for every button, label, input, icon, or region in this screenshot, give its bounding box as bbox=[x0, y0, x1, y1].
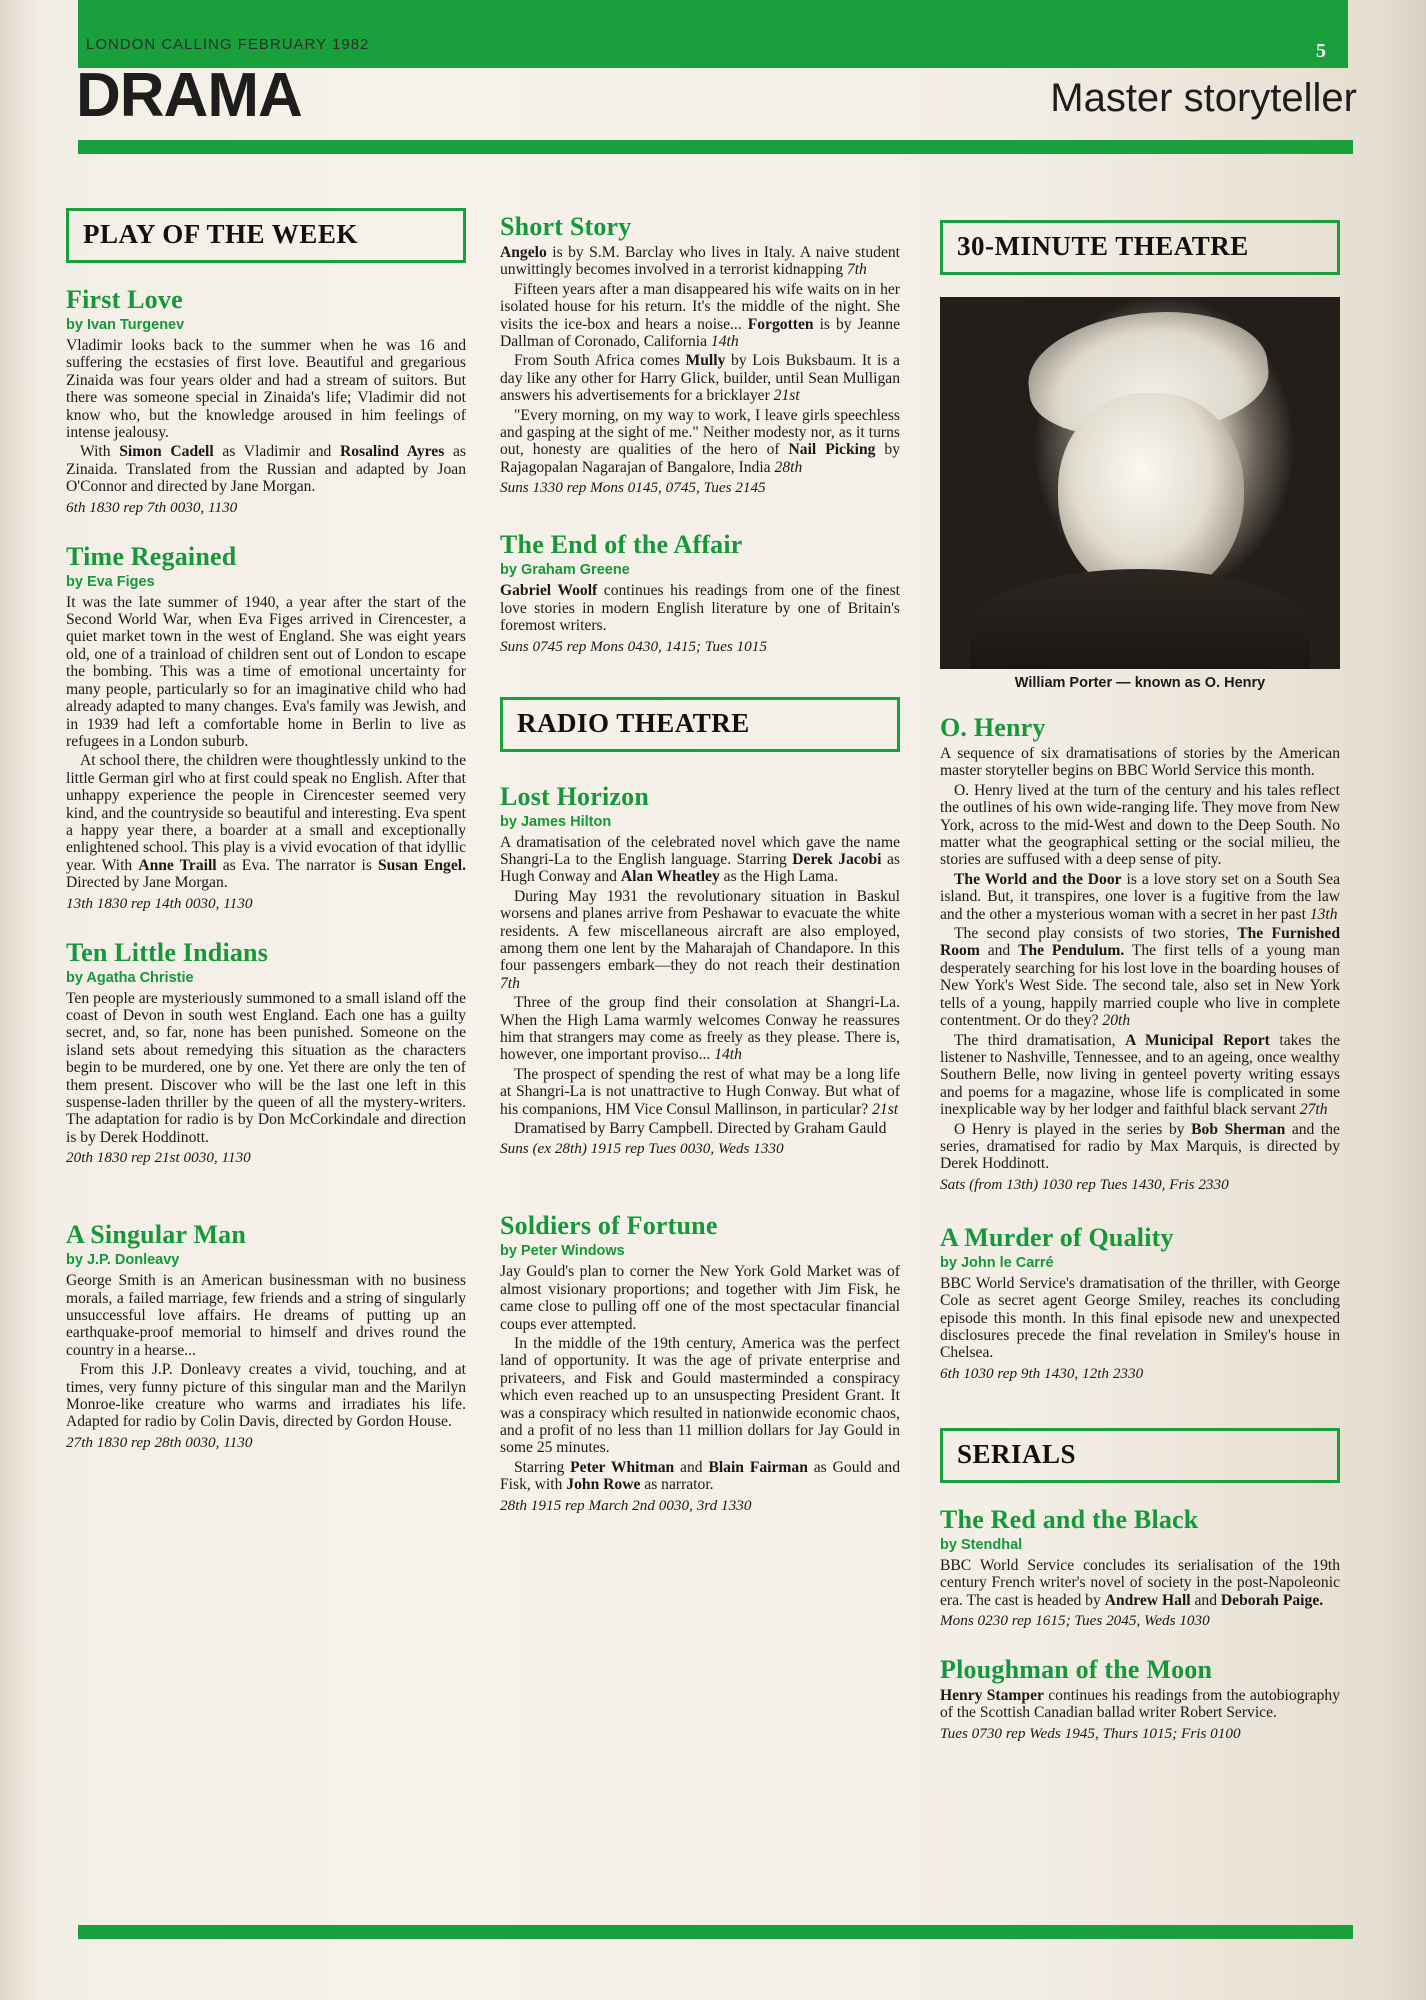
section-box-label: 30-MINUTE THEATRE bbox=[957, 231, 1249, 261]
article-title: O. Henry bbox=[940, 713, 1046, 742]
article-soldiers-of-fortune bbox=[500, 1211, 900, 1513]
broadcast-times: 13th 1830 rep 14th 0030, 1130 bbox=[66, 894, 253, 912]
article-paragraph: From this J.P. Donleavy creates a vivid, touching, and at times, very funny picture of this singular man and the Marilyn Monroe-like creature who warms and irradiates his life. Adapted for radio by Colin Davis, directed by Gordon House. bbox=[66, 1361, 466, 1431]
article-paragraph: George Smith is an American businessman with no business morals, a failed marriage, few friends and a string of singularly unsuccessful love affairs. He dreams of putting up an earthquake-proof memorial to himself and drives round the country in a hearse... bbox=[66, 1272, 466, 1359]
article-paragraph: Fifteen years after a man disappeared his wife waits on in her isolated house for his return. It's the middle of the night. She visits the ice-box and hears a noise... Forgotten is by Jeanne Dallman of Coronado, California 14th bbox=[500, 280, 900, 351]
article-paragraph: BBC World Service's dramatisation of the thriller, with George Cole as secret agent George Smiley, reaches its concluding episode this month. In this final episode new and unexpected disclosures precede the final revelation in Smiley's house in Chelsea. bbox=[940, 1274, 1340, 1362]
article-time-regained bbox=[66, 542, 466, 912]
article-paragraph: With Simon Cadell as Vladimir and Rosalind Ayres as Zinaida. Translated from the Russian and adapted by Joan O'Connor and directed by Jane Morgan. bbox=[66, 443, 466, 496]
article-paragraph: Vladimir looks back to the summer when he was 16 and suffering the ecstasies of first love. Beautiful and gregarious Zinaida was four years older and had a stream of suitors. But there was someone special in Zinaida's life; Vladimir did not know who, but the knowledge aroused in him feelings of intense jealousy. bbox=[66, 337, 466, 442]
article-title: A Singular Man bbox=[66, 1220, 247, 1250]
column-three bbox=[940, 220, 1340, 1768]
article-paragraph: BBC World Service concludes its serialisation of the 19th century French writer's novel of society in the post-Napoleonic era. The cast is headed by Andrew Hall and Deborah Paige. bbox=[940, 1556, 1340, 1609]
article-paragraph: O. Henry lived at the turn of the century and his tales reflect the outlines of his own wide-ranging life. They move from New York, across to the mid-West and down to the Deep South. No matter what the geographical setting or the social milieu, the stories are suffused with a deep sense of pity. bbox=[940, 781, 1340, 869]
article-paragraph: Jay Gould's plan to corner the New York Gold Market was of almost visionary proportions; and together with Jim Fisk, he came close to pulling off one of the most spectacular financial coups ever attempted. bbox=[500, 1263, 900, 1333]
column-two bbox=[500, 212, 900, 1540]
article-title: Lost Horizon bbox=[500, 781, 650, 811]
article-title: A Murder of Quality bbox=[940, 1222, 1174, 1252]
article-paragraph: Angelo is by S.M. Barclay who lives in Italy. A naive student unwittingly becomes involved in a terrorist kidnapping 7th bbox=[500, 244, 900, 279]
article-title: First Love bbox=[66, 285, 183, 314]
photo-o-henry bbox=[940, 297, 1340, 669]
article-paragraph: The second play consists of two stories, The Furnished Room and The Pendulum. The first tells of a young man desperately searching for his lost love in the boarding houses of New York's West Side. The second tale, also set in New York tells of a young, happily married couple who live in complete contentment. Or do they? 20th bbox=[940, 925, 1341, 1030]
article-o-henry bbox=[940, 713, 1340, 1193]
article-paragraph: A dramatisation of the celebrated novel which gave the name Shangri-La to the English language. Starring Derek Jacobi as Hugh Conway and Alan Wheatley as the High Lama. bbox=[500, 833, 900, 886]
article-murder-of-quality bbox=[940, 1223, 1340, 1382]
article-title: The Red and the Black bbox=[940, 1504, 1199, 1534]
footer-rule bbox=[78, 1925, 1353, 1939]
article-paragraph: A sequence of six dramatisations of stories by the American master storyteller begins on BBC World Service this month. bbox=[940, 745, 1340, 780]
article-paragraph: At school there, the children were thoughtlessly unkind to the little German girl who at first could speak no English. After that unhappy experience the people in Cirencester seemed very kind, and the countryside so beautiful and interesting. Eva spent a happy year there, a boarder at a small and exceptionally enlightened school. This play is a vivid evocation of that idyllic year. With Anne Traill as Eva. The narrator is Susan Engel. Directed by Jane Morgan. bbox=[66, 752, 466, 892]
masthead bbox=[60, 62, 1365, 134]
photo-face bbox=[1058, 393, 1244, 599]
article-ploughman-of-the-moon bbox=[940, 1655, 1340, 1742]
article-paragraph: Starring Peter Whitman and Blain Fairman as Gould and Fisk, with John Rowe as narrator. bbox=[500, 1458, 901, 1494]
article-byline: by James Hilton bbox=[500, 813, 612, 830]
article-end-of-the-affair bbox=[500, 530, 900, 654]
article-byline: by Eva Figes bbox=[66, 573, 155, 590]
broadcast-times: Suns (ex 28th) 1915 rep Tues 0030, Weds 1330 bbox=[500, 1140, 784, 1158]
masthead-band bbox=[78, 0, 1348, 68]
article-short-story bbox=[500, 212, 900, 496]
broadcast-times: 20th 1830 rep 21st 0030, 1130 bbox=[66, 1149, 251, 1167]
article-paragraph: It was the late summer of 1940, a year after the start of the Second World War, when Eva Figes arrived in Cirencester, a quiet market town in the west of England. She was eight years old, one of a trainload of children sent out of London to escape the bombing. This was a time of emotional uncertainty for many people, particularly so for an imaginative child who had already adapted to many changes. Eva's family was Jewish, and in 1939 had left a comfortable home in Berlin to live as refugees in a London suburb. bbox=[66, 593, 466, 750]
issue-line: LONDON CALLING FEBRUARY 1982 bbox=[86, 36, 370, 53]
broadcast-times: 6th 1830 rep 7th 0030, 1130 bbox=[66, 498, 238, 516]
broadcast-times: 6th 1030 rep 9th 1430, 12th 2330 bbox=[940, 1364, 1144, 1382]
section-box-label: SERIALS bbox=[957, 1438, 1077, 1469]
article-title: Ploughman of the Moon bbox=[940, 1655, 1213, 1684]
article-paragraph: The World and the Door is a love story set on a South Sea island. But, it transpires, one lover is a fugitive from the law and the other a mysterious woman with a secret in her past 13th bbox=[940, 870, 1340, 923]
article-byline: by Stendhal bbox=[940, 1536, 1023, 1553]
page-number: 5 bbox=[1316, 40, 1326, 62]
column-one bbox=[66, 208, 466, 1477]
article-paragraph: Henry Stamper continues his readings from the autobiography of the Scottish Canadian ballad writer Robert Service. bbox=[940, 1687, 1340, 1722]
article-paragraph: "Every morning, on my way to work, I leave girls speechless and gasping at the sight of me." Neither modesty nor, as it turns out, honesty are qualities of the hero of Nail Picking by Rajagopalan Nagarajan of Bangalore, India 28th bbox=[500, 406, 901, 476]
article-paragraph: In the middle of the 19th century, America was the perfect land of opportunity. It was the age of private enterprise and privateers, and Fisk and Gould masterminded a conspiracy which even reached up to an unsuspecting President Grant. It was a conspiracy which resulted in nationwide economic chaos, and a profit of no less than 11 million dollars for Jay Gould in some 25 minutes. bbox=[500, 1335, 900, 1457]
article-lost-horizon bbox=[500, 782, 900, 1158]
article-byline: by Graham Greene bbox=[500, 562, 630, 579]
broadcast-times: Suns 0745 rep Mons 0430, 1415; Tues 1015 bbox=[500, 637, 767, 655]
broadcast-times: 27th 1830 rep 28th 0030, 1130 bbox=[66, 1433, 253, 1451]
article-byline: by John le Carré bbox=[940, 1254, 1054, 1271]
section-box-radio-theatre bbox=[500, 697, 900, 752]
feature-title: Master storyteller bbox=[1050, 76, 1357, 120]
article-paragraph: O Henry is played in the series by Bob Sherman and the series, dramatised for radio by Max Marquis, is directed by Derek Hoddinott. bbox=[940, 1120, 1340, 1173]
article-a-singular-man bbox=[66, 1220, 466, 1451]
article-title: Soldiers of Fortune bbox=[500, 1211, 718, 1241]
article-byline: by J.P. Donleavy bbox=[66, 1252, 180, 1269]
article-paragraph: From South Africa comes Mully by Lois Buksbaum. It is a day like any other for Harry Glick, builder, until Sean Mulligan answers his advertisements for a bricklayer 21st bbox=[500, 352, 900, 405]
section-box-30-minute-theatre bbox=[940, 220, 1340, 275]
section-box-label: PLAY OF THE WEEK bbox=[83, 219, 358, 249]
article-paragraph: Ten people are mysteriously summoned to a small island off the coast of Devon in south west England. Each one has a guilty secret, and, so far, none has been punished. Someone on the island sets about remedying this situation as the characters begin to be murdered, one by one. Yet there are only the ten of them present. Discover who will be the last one left in this suspense-laden thriller by the queen of all the mystery-writers. The adaptation for radio is by Don McCorkindale and direction is by Derek Hoddinott. bbox=[66, 989, 466, 1146]
section-box-serials bbox=[940, 1428, 1340, 1483]
article-title: Time Regained bbox=[66, 541, 237, 571]
broadcast-times: Suns 1330 rep Mons 0145, 0745, Tues 2145 bbox=[500, 479, 766, 497]
article-byline: by Ivan Turgenev bbox=[66, 317, 185, 333]
article-red-and-black bbox=[940, 1505, 1340, 1629]
page-title: DRAMA bbox=[76, 61, 302, 130]
article-byline: by Peter Windows bbox=[500, 1243, 625, 1260]
article-title: The End of the Affair bbox=[500, 530, 743, 560]
article-paragraph: Gabriel Woolf continues his readings from one of the finest love stories in modern English literature by one of Britain's foremost writers. bbox=[500, 582, 900, 635]
header-rule bbox=[78, 140, 1353, 154]
article-paragraph: The third dramatisation, A Municipal Report takes the listener to Nashville, Tennessee, and to an ageing, once wealthy Southern Belle, now living in genteel poverty writing essays and poems for a magazine, whose life is complicated in some inexplicable way by her lodger and faithful black servant 27th bbox=[940, 1031, 1341, 1119]
article-paragraph: The prospect of spending the rest of what may be a long life at Shangri-La is not unattractive to Hugh Conway. But what of his companions, HM Vice Consul Mallinson, in particular? 21st bbox=[500, 1065, 900, 1118]
article-title: Ten Little Indians bbox=[66, 937, 269, 967]
section-box-label: RADIO THEATRE bbox=[517, 707, 750, 738]
article-ten-little-indians bbox=[66, 938, 466, 1167]
article-byline: by Agatha Christie bbox=[66, 969, 194, 986]
broadcast-times: Sats (from 13th) 1030 rep Tues 1430, Fris 2330 bbox=[940, 1175, 1229, 1193]
article-paragraph: Dramatised by Barry Campbell. Directed by Graham Gauld bbox=[514, 1120, 887, 1137]
article-paragraph: During May 1931 the revolutionary situation in Baskul worsens and planes arrive from Peshawar to evacuate the white residents. A few miscellaneous aircraft are also employed, among them one lent by the Maharajah of Chandapore. In this four passengers embark—they do not reach their destination 7th bbox=[500, 887, 900, 992]
broadcast-times: 28th 1915 rep March 2nd 0030, 3rd 1330 bbox=[500, 1496, 752, 1514]
broadcast-times: Mons 0230 rep 1615; Tues 2045, Weds 1030 bbox=[940, 1612, 1210, 1629]
article-first-love bbox=[66, 285, 466, 516]
section-box-play-of-the-week bbox=[66, 208, 466, 263]
broadcast-times: Tues 0730 rep Weds 1945, Thurs 1015; Fris 0100 bbox=[940, 1724, 1241, 1742]
article-title: Short Story bbox=[500, 212, 632, 241]
article-paragraph: Three of the group find their consolation at Shangri-La. When the High Lama warmly welcomes Conway he reassures him that strangers may come as freely as they please. There is, however, one important proviso... 14th bbox=[500, 994, 900, 1064]
photo-caption: William Porter — known as O. Henry bbox=[1014, 675, 1266, 691]
